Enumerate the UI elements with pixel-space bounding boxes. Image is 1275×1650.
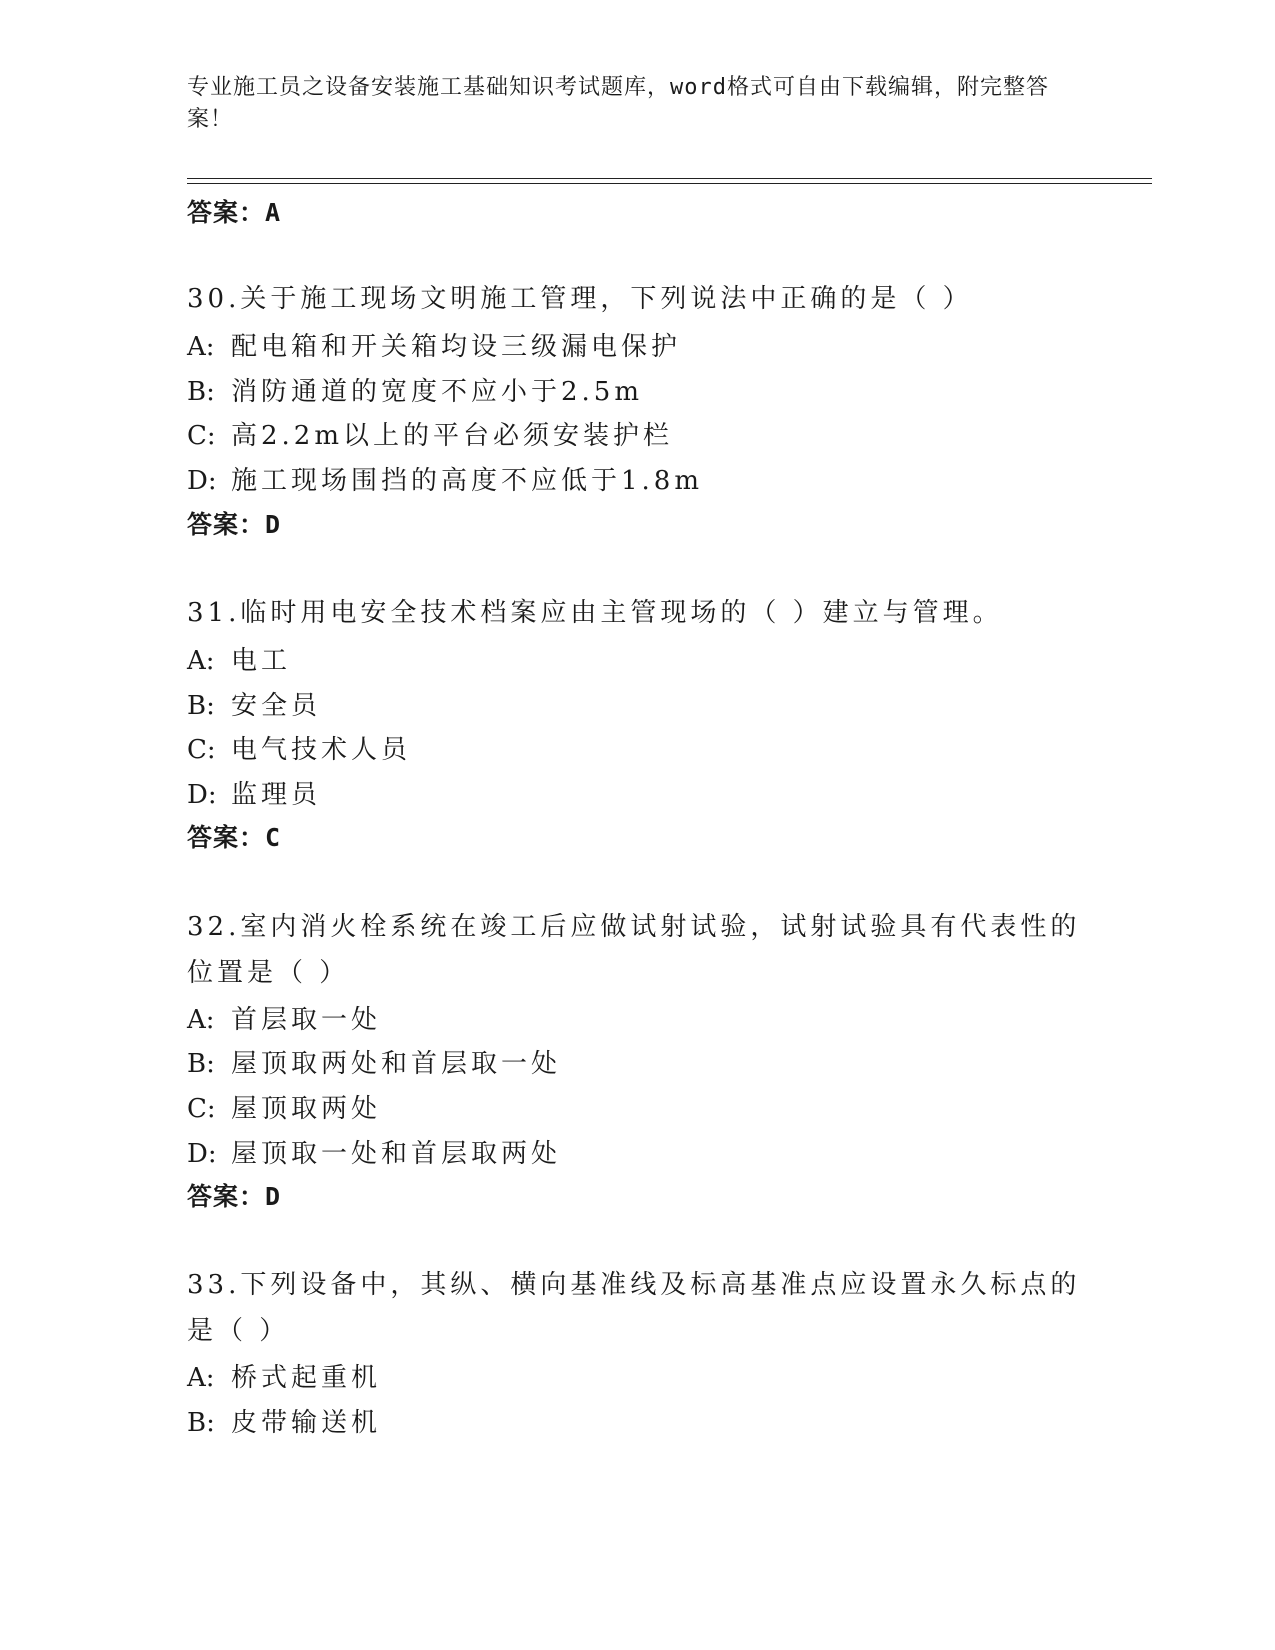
option-key: B: <box>187 691 215 721</box>
option-text: 首层取一处 <box>231 1005 382 1035</box>
question-31-text: 31.临时用电安全技术档案应由主管现场的（ ）建立与管理。 <box>187 598 1003 628</box>
option-text: 电气技术人员 <box>231 735 412 765</box>
option-key: B: <box>187 377 215 407</box>
option-key: A: <box>187 646 215 676</box>
option-key: A: <box>187 1005 215 1035</box>
option-text: 监理员 <box>231 780 322 810</box>
question-33-option-b <box>187 1402 381 1439</box>
option-key: B: <box>187 1049 215 1079</box>
question-33-option-a <box>187 1357 381 1394</box>
question-30-text: 30.关于施工现场文明施工管理，下列说法中正确的是（ ） <box>187 284 973 314</box>
question-32-text: 32.室内消火栓系统在竣工后应做试射试验，试射试验具有代表性的位置是（ ） <box>187 912 1081 988</box>
question-30-option-d <box>187 460 703 497</box>
question-33-text: 33.下列设备中，其纵、横向基准线及标高基准点应设置永久标点的是（ ） <box>187 1270 1081 1346</box>
answer-q32: 答案：D <box>187 1182 282 1211</box>
question-32-option-b <box>187 1043 561 1080</box>
option-key: C: <box>187 735 216 765</box>
option-text: 屋顶取两处和首层取一处 <box>231 1049 562 1079</box>
option-key: A: <box>187 332 215 362</box>
option-text: 屋顶取两处 <box>231 1094 382 1124</box>
header-rule-top <box>187 178 1152 179</box>
option-text: 高2.2m以上的平台必须安装护栏 <box>231 421 674 451</box>
option-text: 电工 <box>231 646 292 676</box>
option-key: B: <box>187 1408 215 1438</box>
option-text: 施工现场围挡的高度不应低于1.8m <box>231 466 704 496</box>
option-key: D: <box>187 466 217 496</box>
option-key: C: <box>187 421 216 451</box>
option-text: 桥式起重机 <box>231 1363 382 1393</box>
option-text: 屋顶取一处和首层取两处 <box>231 1139 562 1169</box>
header-rule-bottom <box>187 183 1152 184</box>
answer-q31: 答案：C <box>187 823 282 852</box>
question-31-option-d <box>187 774 321 811</box>
document-header: 专业施工员之设备安装施工基础知识考试题库，word格式可自由下载编辑，附完整答案！ <box>187 75 1049 132</box>
answer-q30: 答案：D <box>187 510 282 539</box>
question-32-option-c <box>187 1088 381 1125</box>
question-31-option-c <box>187 729 411 766</box>
option-key: D: <box>187 780 217 810</box>
answer-q29: 答案：A <box>187 198 282 227</box>
option-text: 消防通道的宽度不应小于2.5m <box>231 377 644 407</box>
question-30-option-c <box>187 415 673 452</box>
question-32-option-a <box>187 999 381 1036</box>
option-key: D: <box>187 1139 217 1169</box>
question-32-option-d <box>187 1133 561 1170</box>
option-key: C: <box>187 1094 216 1124</box>
question-31-option-b <box>187 685 321 722</box>
option-text: 配电箱和开关箱均设三级漏电保护 <box>231 332 682 362</box>
question-30-option-a <box>187 326 681 363</box>
option-text: 安全员 <box>231 691 322 721</box>
question-31-option-a <box>187 640 291 677</box>
option-key: A: <box>187 1363 215 1393</box>
question-30-option-b <box>187 371 643 408</box>
option-text: 皮带输送机 <box>231 1408 382 1438</box>
